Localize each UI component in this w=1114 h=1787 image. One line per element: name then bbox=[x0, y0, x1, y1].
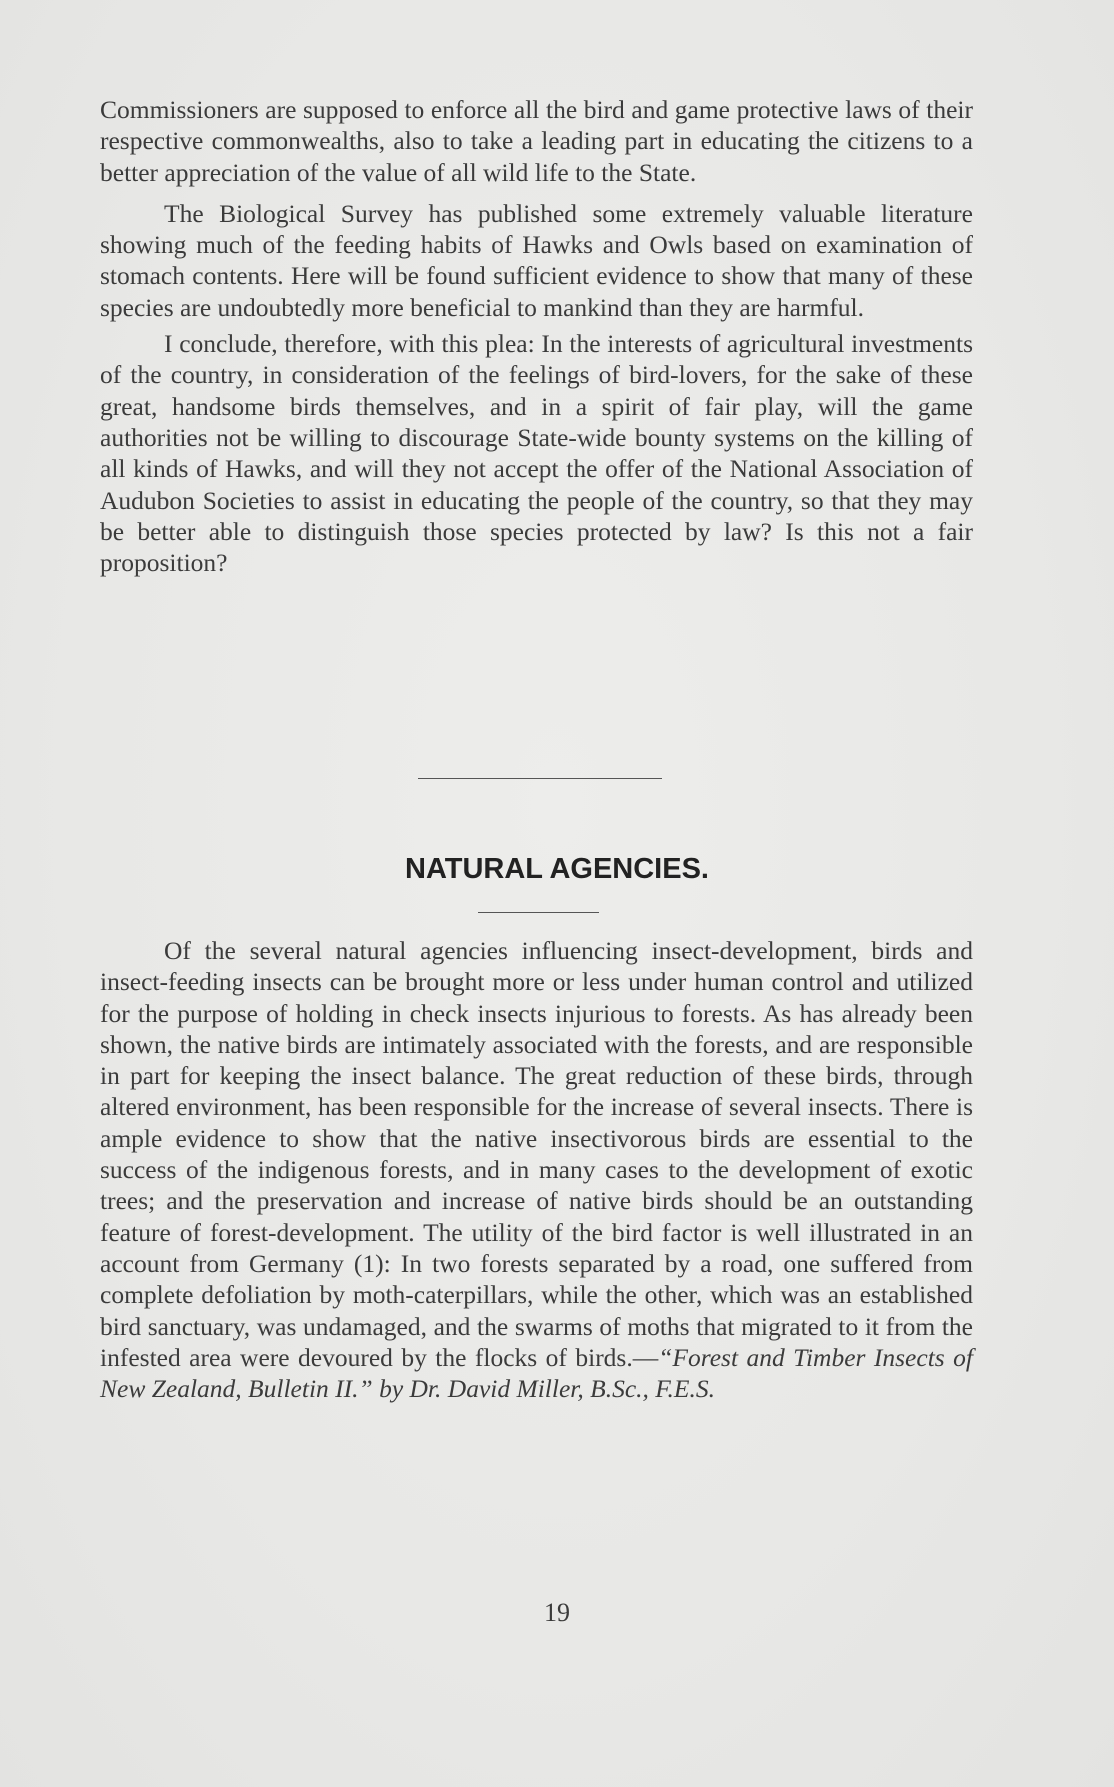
section-divider bbox=[418, 778, 662, 779]
paragraph-conclusion-plea: I conclude, therefore, with this plea: In the interests of agricultural investments of the country, in consideration of the feelings of bird-lovers, for the sake of these great, handsome birds themselves, and in a spirit of fair play, will the game authorities not be willing to discourage State-wide bounty systems on the killing of all kinds of Hawks, and will they not accept the offer of the National Association of Audubon Societies to assist in educating the people of the country, so that they may be better able to distinguish those species protected by law? Is this not a fair proposition? bbox=[100, 329, 973, 578]
section-heading: NATURAL AGENCIES. bbox=[405, 853, 709, 885]
paragraph-biological-survey: The Biological Survey has published some extremely valuable literature showing much of the feeding habits of Hawks and Owls based on examination of stomach contents. Here will be found sufficient evidence to show that many of these species are undoubtedly more beneficial to mankind than they are harmful. bbox=[100, 198, 973, 322]
paragraph-natural-agencies bbox=[100, 935, 973, 1404]
page-number: 19 bbox=[544, 1598, 570, 1627]
heading-underline bbox=[478, 912, 599, 913]
natural-agencies-text-block bbox=[100, 935, 973, 1404]
citation: “Forest and Timber Insects of New Zealand, Bulletin II.” by Dr. David Miller, B.Sc., F.E.S. bbox=[100, 1342, 973, 1404]
intro-text-block bbox=[100, 94, 973, 578]
paragraph-commissioners: Commissioners are supposed to enforce all the bird and game protective laws of their respective commonwealths, also to take a leading part in educating the citizens to a better appreciation of the value of all wild life to the State. bbox=[100, 95, 973, 187]
natural-agencies-body: Of the several natural agencies influencing insect-development, birds and insect-feeding insects can be brought more or less under human control and utilized for the purpose of holding in check insects injurious to forests. As has already been shown, the native birds are intimately associated with the forests, and are responsible in part for keeping the insect balance. The great reduction of these birds, through altered environment, has been responsible for the increase of several insects. There is ample evidence to show that the native insectivorous birds are essential to the success of the indigenous forests, and in many cases to the development of exotic trees; and the preservation and increase of native birds should be an outstanding feature of forest-development. The utility of the bird factor is well illustrated in an account from Germany (1): In two forests separated by a road, one suffered from complete defoliation by moth-caterpillars, while the other, which was an established bird sanctuary, was undamaged, and the swarms of moths that migrated to it from the infested area were devoured by the flocks of birds.— bbox=[100, 936, 973, 1372]
